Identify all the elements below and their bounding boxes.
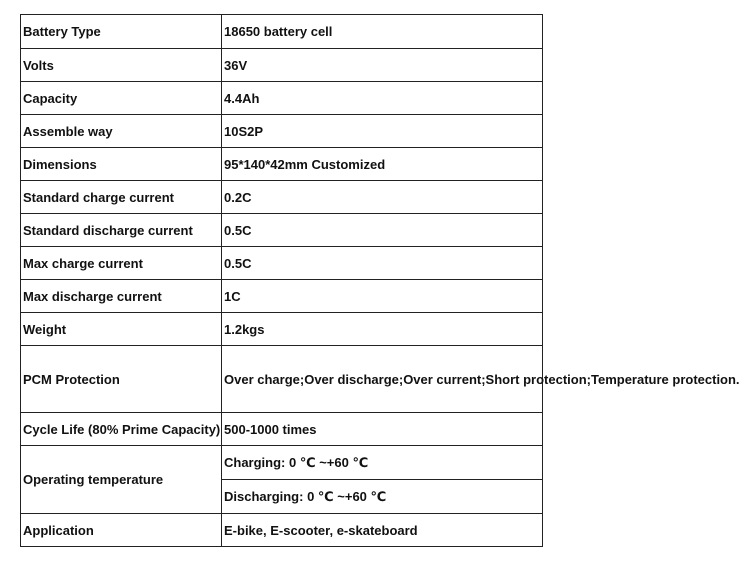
spec-value: 95*140*42mm Customized: [222, 148, 543, 181]
table-row: [21, 148, 543, 181]
spec-label: Max charge current: [21, 247, 222, 280]
spec-value: 36V: [222, 49, 543, 82]
spec-label: Application: [21, 514, 222, 547]
table-row: [21, 115, 543, 148]
spec-value: 500-1000 times: [222, 413, 543, 446]
table-row: [21, 446, 543, 480]
table-row: [21, 280, 543, 313]
spec-label: Standard charge current: [21, 181, 222, 214]
spec-label: Weight: [21, 313, 222, 346]
table-row: [21, 514, 543, 547]
spec-value: 0.2C: [222, 181, 543, 214]
spec-label: Cycle Life (80% Prime Capacity): [21, 413, 222, 446]
spec-value: Charging: 0 ℃ ~+60 ℃: [222, 446, 543, 480]
table-row: [21, 346, 543, 413]
spec-label: Max discharge current: [21, 280, 222, 313]
table-row: [21, 82, 543, 115]
spec-value: 1C: [222, 280, 543, 313]
battery-spec-table: [20, 14, 740, 547]
spec-label: Assemble way: [21, 115, 222, 148]
table-row: [21, 181, 543, 214]
spec-value: Over charge;Over discharge;Over current;Short protection;Temperature protection.: [222, 346, 543, 413]
table-row: [21, 313, 543, 346]
spec-label: Dimensions: [21, 148, 222, 181]
spec-value: 0.5C: [222, 214, 543, 247]
table-row: [21, 214, 543, 247]
spec-label: PCM Protection: [21, 346, 222, 413]
table-row: [21, 247, 543, 280]
table-row: [21, 49, 543, 82]
spec-value: 18650 battery cell: [222, 15, 543, 49]
spec-label: Operating temperature: [21, 446, 222, 514]
spec-value: 1.2kgs: [222, 313, 543, 346]
spec-value: 10S2P: [222, 115, 543, 148]
spec-label: Standard discharge current: [21, 214, 222, 247]
spec-label: Capacity: [21, 82, 222, 115]
spec-value: E-bike, E-scooter, e-skateboard: [222, 514, 543, 547]
spec-label: Volts: [21, 49, 222, 82]
spec-value: 4.4Ah: [222, 82, 543, 115]
spec-label: Battery Type: [21, 15, 222, 49]
table-row: [21, 413, 543, 446]
table-row: [21, 15, 543, 49]
spec-value: Discharging: 0 ℃ ~+60 ℃: [222, 480, 543, 514]
spec-value: 0.5C: [222, 247, 543, 280]
